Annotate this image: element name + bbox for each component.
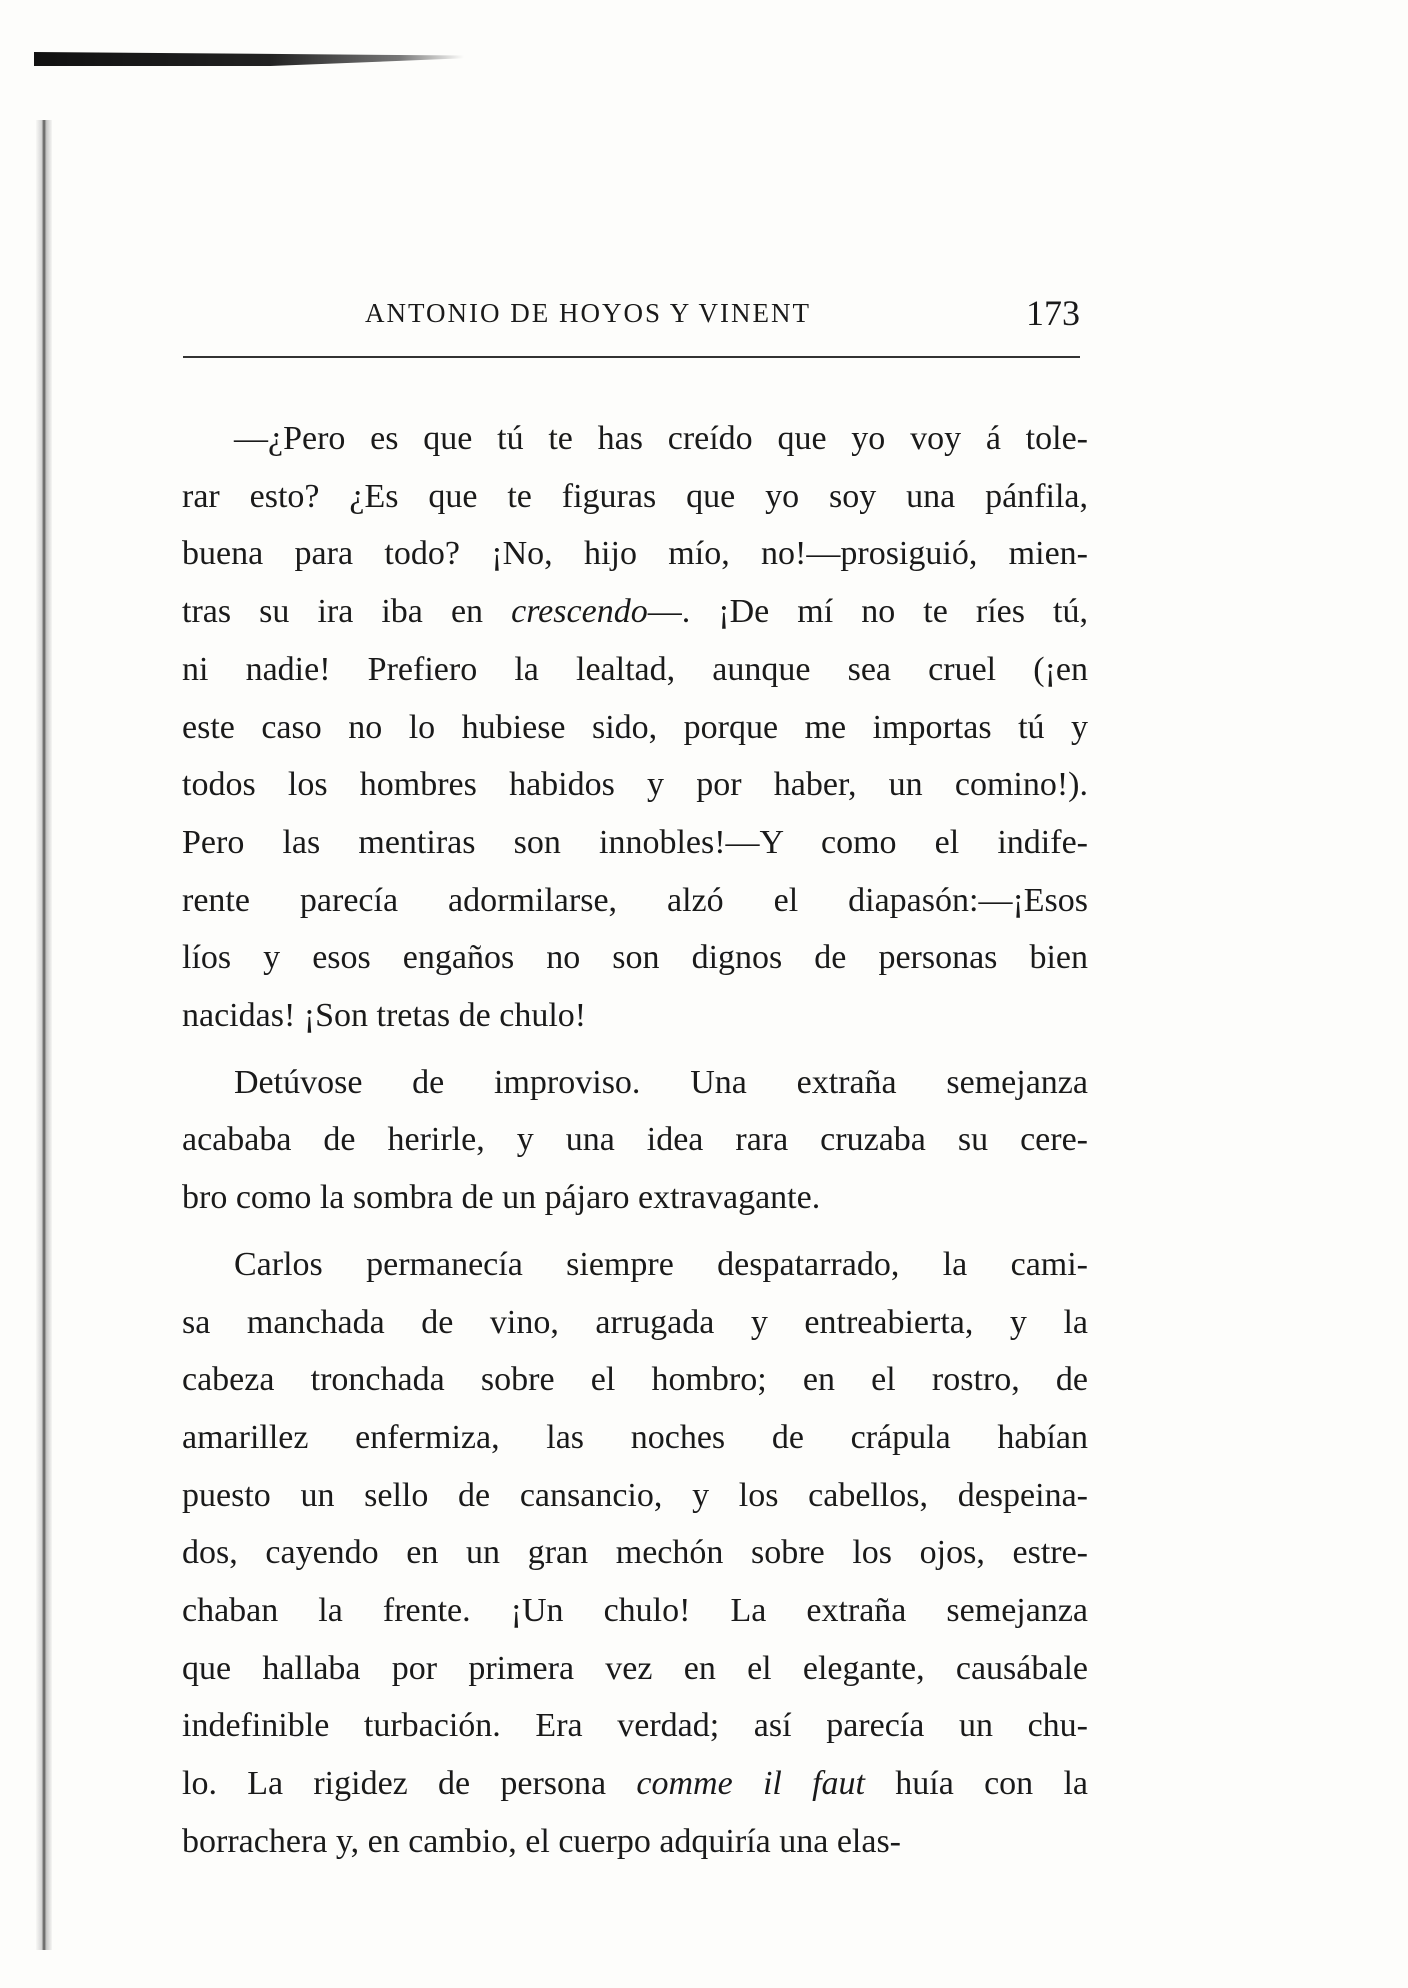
text-line [182, 1582, 1088, 1640]
text-run: Detúvose de improviso. Una extraña semejanza [234, 1063, 1088, 1101]
text-run: puesto un sello de cansancio, y los cabellos, despeina- [182, 1476, 1088, 1514]
text-run: buena para todo? ¡No, hijo mío, no!—prosiguió, mien- [182, 535, 1088, 573]
italic-text-run: crescendo [511, 593, 648, 631]
text-run: este caso no lo hubiese sido, porque me importas tú y [182, 708, 1088, 746]
text-run: nacidas! ¡Son tretas de chulo! [182, 997, 587, 1035]
text-run: cabeza tronchada sobre el hombro; en el rostro, de [182, 1361, 1088, 1399]
text-line [182, 1524, 1088, 1582]
text-run: sa manchada de vino, arrugada y entreabierta, y la [182, 1303, 1088, 1341]
paragraph [182, 1054, 1088, 1227]
text-line [182, 1813, 1088, 1871]
running-head-title: ANTONIO DE HOYOS Y VINENT [365, 298, 811, 328]
text-line [182, 468, 1088, 526]
body-text [182, 410, 1088, 1880]
text-line [182, 699, 1088, 757]
text-line [182, 814, 1088, 872]
text-run: rente parecía adormilarse, alzó el diapasón:—¡Esos [182, 881, 1088, 919]
italic-text-run: comme il faut [636, 1765, 866, 1803]
text-run: todos los hombres habidos y por haber, un comino!). [182, 766, 1088, 804]
text-line [182, 1054, 1088, 1112]
paragraph [182, 1236, 1088, 1871]
text-line [182, 1236, 1088, 1294]
text-line [182, 583, 1088, 641]
text-run: dos, cayendo en un gran mechón sobre los ojos, estre- [182, 1534, 1088, 1572]
text-run: —. ¡De mí no te ríes tú, [647, 593, 1089, 631]
text-line [182, 1467, 1088, 1525]
text-line [182, 1351, 1088, 1409]
text-line [182, 525, 1088, 583]
text-run: huía con la [865, 1765, 1088, 1803]
text-run: lo. La rigidez de persona [182, 1765, 637, 1803]
text-line [182, 1640, 1088, 1698]
text-run: indefinible turbación. Era verdad; así parecía un chu- [182, 1707, 1088, 1745]
header-rule [183, 356, 1080, 358]
text-line [182, 1697, 1088, 1755]
text-run: chaban la frente. ¡Un chulo! La extraña semejanza [182, 1592, 1088, 1630]
text-line [182, 872, 1088, 930]
book-binding-edge [36, 120, 52, 1950]
text-run: —¿Pero es que tú te has creído que yo voy á tole- [234, 420, 1088, 457]
text-line [182, 1111, 1088, 1169]
running-head [180, 292, 1080, 342]
text-run: bro como la sombra de un pájaro extravagante. [182, 1179, 821, 1217]
paragraph [182, 410, 1088, 1045]
text-run: que hallaba por primera vez en el elegante, causábale [182, 1649, 1088, 1687]
text-line [182, 929, 1088, 987]
text-run: líos y esos engaños no son dignos de personas bien [182, 939, 1088, 977]
text-run: Carlos permanecía siempre despatarrado, la cami- [234, 1245, 1088, 1283]
scan-edge-streak [34, 52, 464, 66]
text-line [182, 1169, 1088, 1227]
text-run: Pero las mentiras son innobles!—Y como el indife- [182, 823, 1088, 861]
text-run: borrachera y, en cambio, el cuerpo adquiría una elas- [182, 1822, 901, 1860]
text-line [182, 756, 1088, 814]
text-run: ni nadie! Prefiero la lealtad, aunque sea cruel (¡en [182, 650, 1088, 688]
text-run: rar esto? ¿Es que te figuras que yo soy una pánfila, [182, 477, 1088, 515]
text-line [182, 641, 1088, 699]
page-number: 173 [1026, 293, 1080, 333]
text-run: tras su ira iba en [182, 593, 512, 631]
text-line [182, 1409, 1088, 1467]
text-line [182, 1294, 1088, 1352]
text-run: amarillez enfermiza, las noches de crápula habían [182, 1418, 1088, 1456]
text-run: acababa de herirle, y una idea rara cruzaba su cere- [182, 1121, 1088, 1159]
text-line [182, 987, 1088, 1045]
text-line [182, 410, 1088, 468]
text-line [182, 1755, 1088, 1813]
